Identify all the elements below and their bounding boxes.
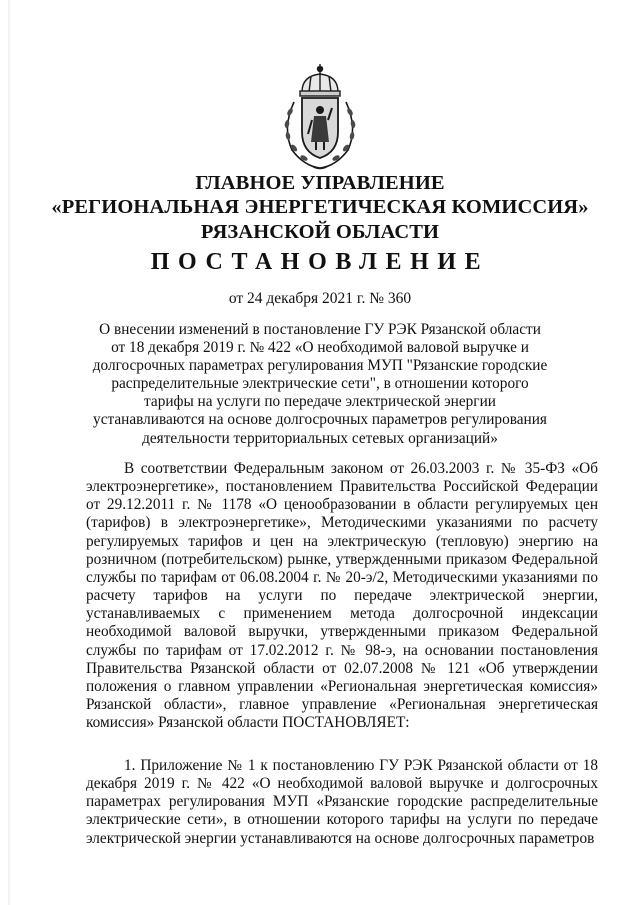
scan-fold-shadow — [8, 0, 10, 905]
document-date-number: от 24 декабря 2021 г. № 360 — [228, 290, 412, 307]
document-subject: О внесении изменений в постановление ГУ РЭК Рязанской области от 18 декабря 2019 г. № 422 «О необходимой валовой выручке и долгосрочных параметрах регулирования МУП "Рязанские городские распределительные электрические сети", в отношении которого тарифы на услуги по передаче электрической энергии устанавливаются на основе долгосрочных параметров регулирования деятельности территориальных сетевых организаций» — [92, 321, 548, 447]
org-name-line-3: РЯЗАНСКОЙ ОБЛАСТИ — [200, 221, 440, 243]
clause-1-paragraph: 1. Приложение № 1 к постановлению ГУ РЭК Рязанской области от 18 декабря 2019 г. № 422 «О необходимой валовой выручке и долгосрочных параметрах регулирования МУП «Рязанские городские распределительные электрические сети», в отношении которого тарифы на услуги по передаче электрической энергии устанавливаются на основе долгосрочных параметров — [86, 757, 598, 847]
ryazan-coat-of-arms-icon — [272, 62, 368, 172]
org-name-line-1: ГЛАВНОЕ УПРАВЛЕНИЕ — [195, 172, 445, 194]
org-name-line-2: «РЕГИОНАЛЬНАЯ ЭНЕРГЕТИЧЕСКАЯ КОМИССИЯ» — [51, 196, 589, 218]
document-type-title: ПОСТАНОВЛЕНИЕ — [150, 249, 490, 275]
preamble-paragraph: В соответствии Федеральным законом от 26.03.2003 г. № 35-ФЗ «Об электроэнергетике», постановлением Правительства Российской Федерации от 29.12.2011 г. № 1178 «О ценообразовании в области регулируемых цен (тарифов) в электроэнергетике», Методическими указаниями по расчету регулируемых тарифов и цен на электрическую (тепловую) энергию на розничном (потребительском) рынке, утвержденными приказом Федеральной службы по тарифам от 06.08.2004 г. № 20-э/2, Методическими указаниями по расчету тарифов на услуги по передаче электрической энергии, устанавливаемых с применением метода долгосрочной индексации необходимой валовой выручки, утвержденными приказом Федеральной службы по тарифам от 17.02.2012 г. № 98-э, на основании постановления Правительства Рязанской области от 02.07.2008 № 121 «Об утверждении положения о главном управлении «Региональная энергетическая комиссия» Рязанской области», главное управление «Региональная энергетическая комиссия» Рязанской области ПОСТАНОВЛЯЕТ: — [86, 460, 598, 732]
